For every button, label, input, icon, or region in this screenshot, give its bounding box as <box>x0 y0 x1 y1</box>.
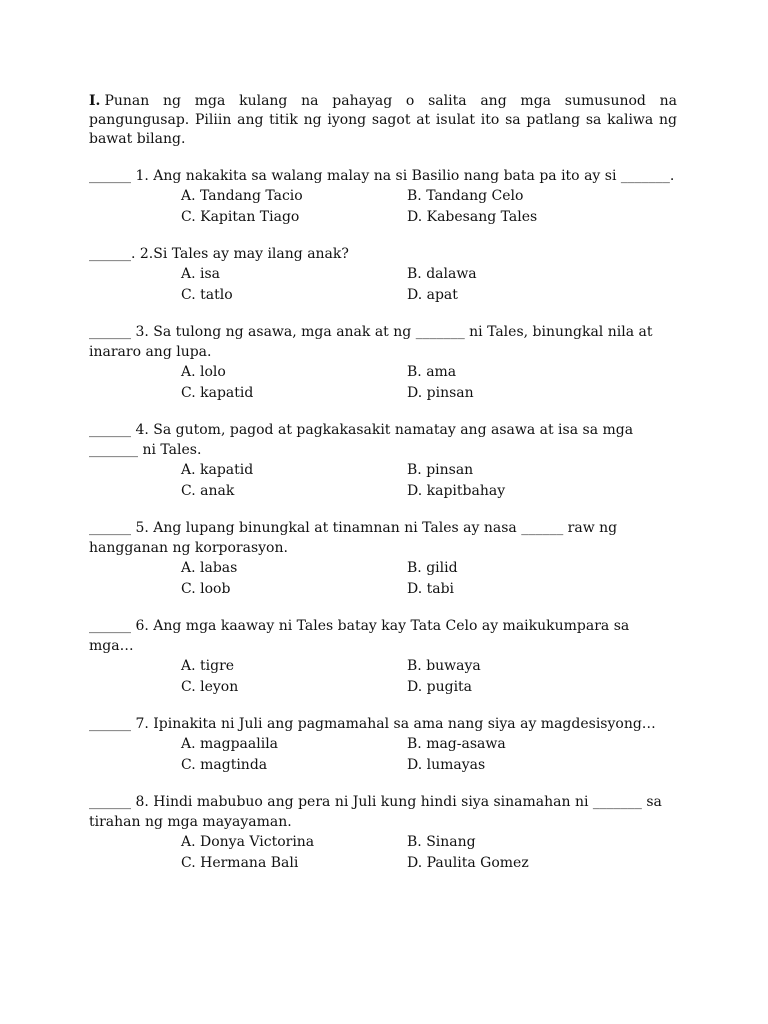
question-2 <box>89 244 677 305</box>
question-text: ______ 1. Ang nakakita sa walang malay na si Basilio nang bata pa ito ay si _______. <box>89 168 675 184</box>
choice-b: B. pinsan <box>407 462 474 478</box>
question-3 <box>89 322 677 403</box>
choice-b: B. buwaya <box>407 658 481 674</box>
choice-b: B. gilid <box>407 560 458 576</box>
question-text: ______ 6. Ang mga kaaway ni Tales batay kay Tata Celo ay maikukumpara sa mga… <box>89 618 630 654</box>
answer-choices <box>181 656 677 697</box>
question-1 <box>89 166 677 227</box>
choice-a: A. Tandang Tacio <box>181 188 303 204</box>
question-text: ______ 5. Ang lupang binungkal at tinamnan ni Tales ay nasa ______ raw ng hangganan ng korporasyon. <box>89 520 618 556</box>
choice-c: C. leyon <box>181 678 239 695</box>
choice-d: D. apat <box>407 286 458 303</box>
question-7 <box>89 714 677 775</box>
instructions <box>89 92 677 149</box>
choice-c: C. anak <box>181 482 235 499</box>
choice-b: B. ama <box>407 364 457 380</box>
answer-choices <box>181 460 677 501</box>
answer-choices <box>181 558 677 599</box>
question-text: ______ 8. Hindi mabubuo ang pera ni Juli kung hindi siya sinamahan ni _______ sa tirahan ng mga mayayaman. <box>89 794 662 830</box>
choice-a: A. Donya Victorina <box>181 834 315 850</box>
answer-choices <box>181 734 677 775</box>
choice-d: D. pinsan <box>407 384 474 401</box>
choice-d: D. tabi <box>407 580 455 597</box>
choice-a: A. magpaalila <box>181 736 279 752</box>
answer-choices <box>181 264 677 305</box>
choice-d: D. Kabesang Tales <box>407 208 538 225</box>
question-text: ______ 4. Sa gutom, pagod at pagkakasakit namatay ang asawa at isa sa mga _______ ni Tales. <box>89 422 634 458</box>
question-5 <box>89 518 677 599</box>
question-8 <box>89 792 677 873</box>
choice-b: B. dalawa <box>407 266 477 282</box>
question-text: ______. 2.Si Tales ay may ilang anak? <box>89 246 349 262</box>
choice-a: A. isa <box>181 266 221 282</box>
choice-a: A. labas <box>181 560 238 576</box>
choice-a: A. lolo <box>181 364 226 380</box>
question-4 <box>89 420 677 501</box>
section-number: I. <box>89 93 101 109</box>
choice-d: D. pugita <box>407 678 473 695</box>
choice-d: D. kapitbahay <box>407 482 506 499</box>
choice-b: B. Tandang Celo <box>407 188 524 204</box>
choice-c: C. tatlo <box>181 286 233 303</box>
choice-a: A. kapatid <box>181 462 254 478</box>
choice-d: D. lumayas <box>407 756 486 773</box>
choice-c: C. kapatid <box>181 384 254 401</box>
answer-choices <box>181 362 677 403</box>
choice-d: D. Paulita Gomez <box>407 854 529 871</box>
choice-c: C. Kapitan Tiago <box>181 208 300 225</box>
question-text: ______ 3. Sa tulong ng asawa, mga anak at ng _______ ni Tales, binungkal nila at inararo ang lupa. <box>89 324 653 360</box>
answer-choices <box>181 832 677 873</box>
choice-a: A. tigre <box>181 658 235 674</box>
answer-choices <box>181 186 677 227</box>
choice-c: C. magtinda <box>181 756 268 773</box>
choice-b: B. Sinang <box>407 834 476 850</box>
choice-b: B. mag-asawa <box>407 736 506 752</box>
worksheet-page <box>89 92 677 873</box>
choice-c: C. Hermana Bali <box>181 854 299 871</box>
question-text: ______ 7. Ipinakita ni Juli ang pagmamahal sa ama nang siya ay magdesisyong… <box>89 716 656 732</box>
instructions-text: Punan ng mga kulang na pahayag o salita ang mga sumusunod na pangungusap. Piliin ang titik ng iyong sagot at isulat ito sa patlang sa kaliwa ng bawat bilang. <box>89 93 677 147</box>
question-6 <box>89 616 677 697</box>
choice-c: C. loob <box>181 580 231 597</box>
